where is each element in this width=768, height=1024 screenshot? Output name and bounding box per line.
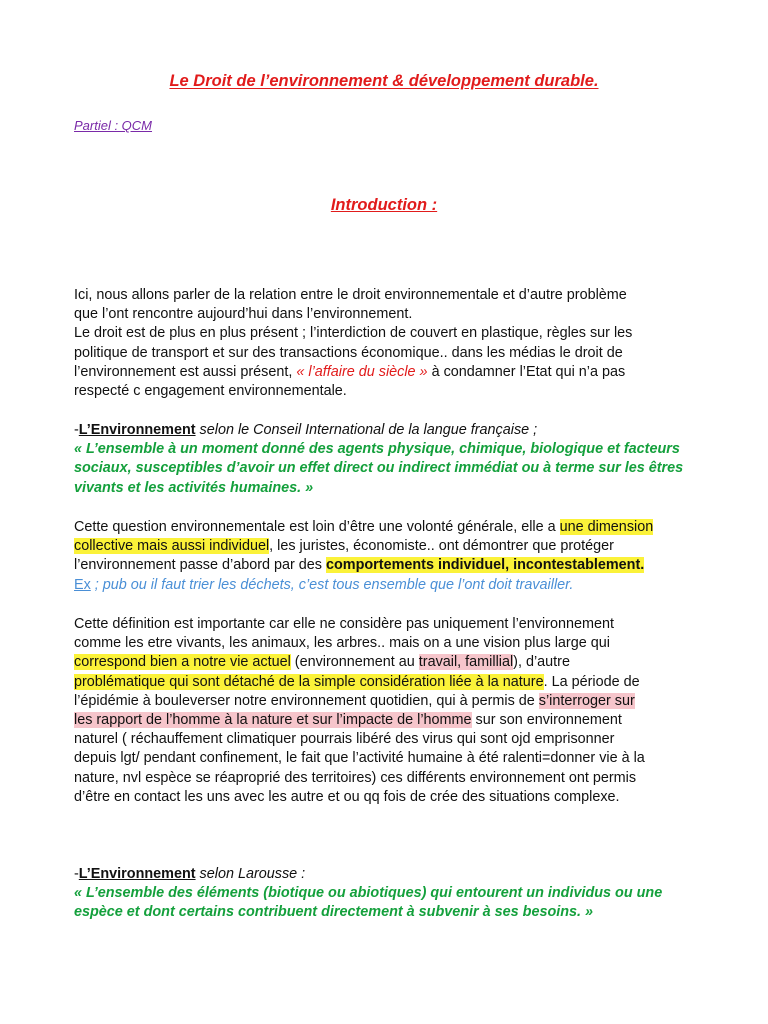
highlight: une dimension [559,519,654,535]
text-line: comme les etre vivants, les animaux, les arbres.. mais on a une vision plus large qui [74,635,610,652]
highlight: correspond bien a notre vie actuel [74,654,291,671]
quote-affaire-du-siecle: « l’affaire du siècle » [296,363,428,380]
text-line [74,537,714,556]
dash: - [74,422,79,438]
example-label: Ex [74,576,91,593]
text-segment: l’environnement passe d’abord par des [74,557,326,574]
text-segment: à condamner l’Etat qui n’a pas [427,363,626,380]
highlight: collective mais aussi individuel [74,538,270,555]
text-segment: Cette question environnementale est loin d’être une volonté générale, elle a [74,519,560,535]
text-segment: l’épidémie à bouleverser notre environnement quotidien, qui à permis de [74,692,539,709]
text-line: respecté c engagement environnementale. [74,383,347,400]
definition-quote-line: espèce et dont certains contribuent directement à subvenir à ses besoins. » [74,904,594,921]
text-segment: l’environnement est aussi présent, [74,363,297,380]
highlight-pink: les rapport de l’homme à la nature et sur l’impacte de l’homme [74,712,472,729]
text-line: d’être en contact les uns avec les autre et ou qq fois de crée des situations complexe. [74,788,620,805]
definition-quote-line: vivants et les activités humaines. » [74,479,314,496]
text-line [74,363,714,382]
text-line [74,692,714,711]
example-line [74,576,714,595]
text-line: Cette définition est importante car elle ne considère pas uniquement l’environnement [74,616,614,632]
paragraph-question-environnementale [74,518,714,595]
highlight-pink: s’interroger sur [538,692,635,709]
term-environnement: L’Environnement [78,422,196,438]
paragraph-definition-importante [74,615,714,807]
text-line: naturel ( réchauffement climatiquer pourrais libéré des virus qui sont ojd emprisonner [74,731,615,748]
highlight-pink: travail, famillial [418,654,514,671]
text-line [74,556,714,575]
definition-conseil-international [74,421,714,498]
text-segment: . La période de [543,673,640,690]
dash: - [74,866,79,882]
definition-heading [74,421,714,440]
text-line [74,653,714,672]
text-segment: ), d’autre [513,654,570,671]
highlight: comportements individuel, incontestablement. [326,557,645,574]
text-line: Ici, nous allons parler de la relation entre le droit environnementale et d’autre problème [74,287,627,303]
text-line: nature, nvl espèce se réaproprié des territoires) ces différents environnement ont permis [74,769,637,786]
definition-quote-line: « L’ensemble des éléments (biotique ou abiotiques) qui entourent un individus ou une [74,885,663,902]
text-line: Le droit est de plus en plus présent ; l’interdiction de couvert en plastique, règles sur les [74,325,633,342]
text-line: depuis lgt/ pendant confinement, le fait que l’activité humaine à été ralenti=donner vie à la [74,750,645,767]
section-heading-introduction: Introduction : [330,196,438,214]
definition-quote-line: « L’ensemble à un moment donné des agents physique, chimique, biologique et facteurs [74,441,680,458]
definition-larousse [74,865,714,923]
highlight: problématique qui sont détaché de la simple considération liée à la nature [74,673,544,690]
exam-type-label: Partiel : QCM [74,118,153,133]
definition-source: selon le Conseil International de la langue française ; [195,422,538,438]
intro-paragraph [74,286,714,401]
example-text: ; pub ou il faut trier les déchets, c’est tous ensemble que l’ont doit travailler. [90,576,574,593]
document-title: Le Droit de l’environnement & développement durable. [169,72,599,90]
text-line [74,673,714,692]
text-segment: , les juristes, économiste.. ont démontrer que protéger [269,538,614,555]
text-segment: sur son environnement [471,712,622,729]
term-environnement: L’Environnement [78,866,196,882]
text-segment: (environnement au [290,654,419,671]
text-line [74,711,714,730]
text-line [74,518,714,537]
text-line: politique de transport et sur des transactions économique.. dans les médias le droit de [74,344,623,361]
definition-quote-line: sociaux, susceptibles d’avoir un effet direct ou indirect immédiat ou à terme sur les êtres [74,460,684,477]
definition-heading [74,865,714,884]
text-line: que l’ont rencontre aujourd’hui dans l’environnement. [74,306,413,323]
definition-source: selon Larousse : [195,866,306,882]
